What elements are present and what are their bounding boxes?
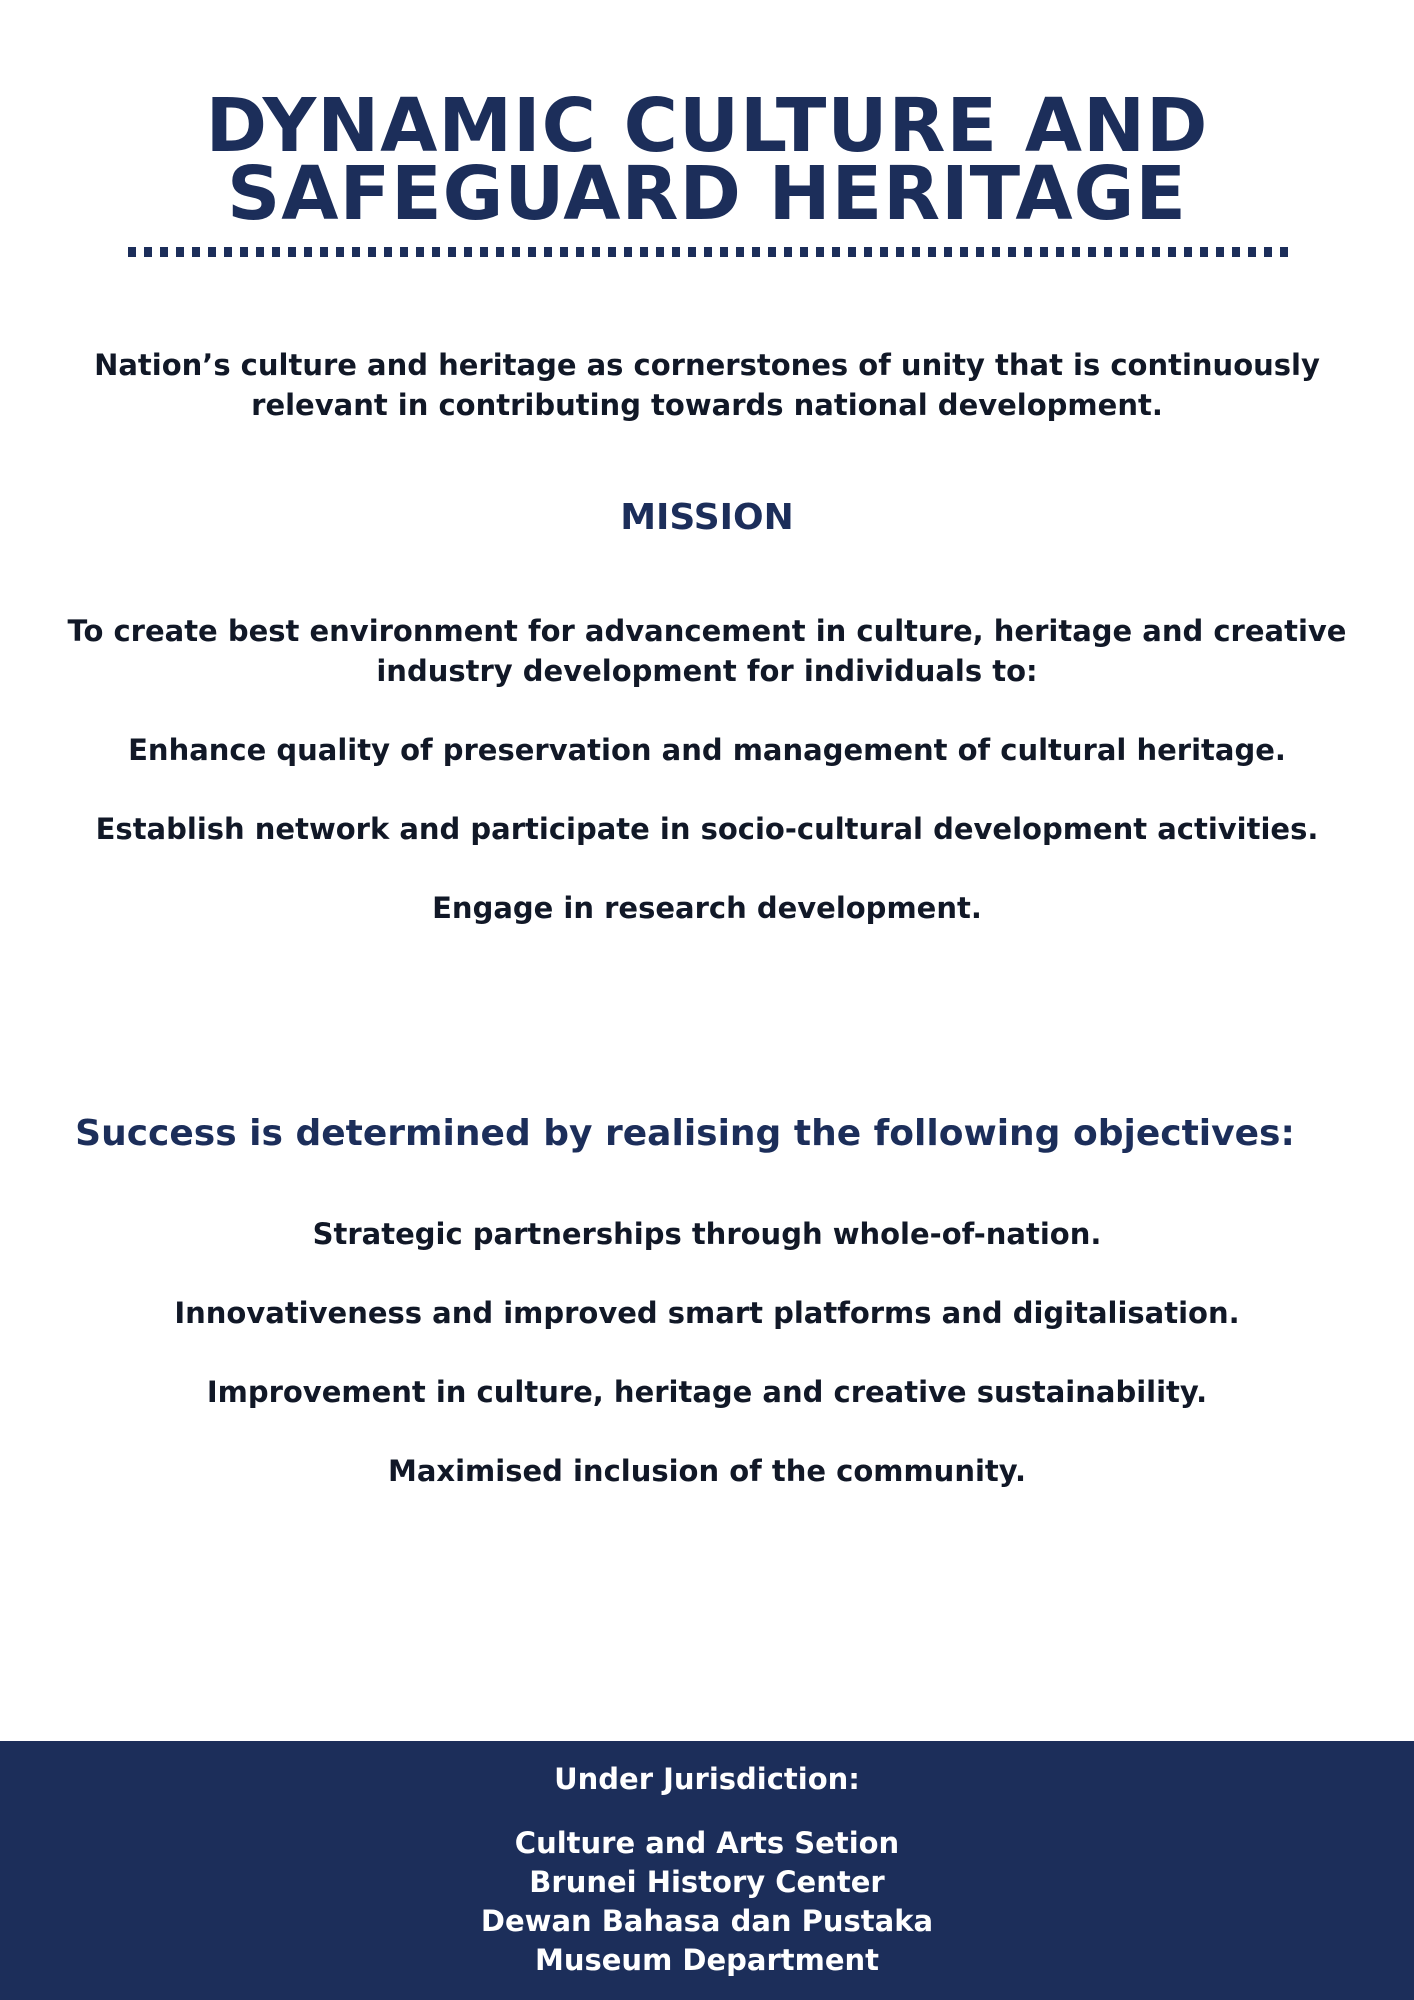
jurisdiction-item: Museum Department [534, 1943, 880, 1977]
title-line-2: SAFEGUARD HERITAGE [227, 151, 1187, 237]
mission-item: Engage in research development. [432, 891, 982, 925]
objective-item: Improvement in culture, heritage and creative sustainability. [206, 1375, 1208, 1409]
page-title [0, 83, 1414, 237]
mission-item: Enhance quality of preservation and management of cultural heritage. [128, 733, 1286, 767]
vision-statement: Nation’s culture and heritage as cornerstones of unity that is continuously relevant in contributing towards national development. [94, 348, 1320, 422]
objectives-list [0, 1214, 1414, 1530]
jurisdiction-item: Brunei History Center [529, 1865, 885, 1899]
jurisdiction-list [0, 1824, 1414, 1980]
objective-item: Maximised inclusion of the community. [387, 1454, 1027, 1488]
jurisdiction-footer [0, 1741, 1414, 2000]
mission-intro: To create best environment for advancement in culture, heritage and creative industry development for individuals to: [67, 614, 1347, 688]
objective-item: Innovativeness and improved smart platforms and digitalisation. [174, 1296, 1240, 1330]
mission-item: Establish network and participate in socio-cultural development activities. [95, 812, 1319, 846]
objectives-heading: Success is determined by realising the following objectives: [75, 1113, 1295, 1154]
mission-list [0, 730, 1414, 967]
jurisdiction-item: Dewan Bahasa dan Pustaka [480, 1904, 934, 1938]
dotted-divider [128, 247, 1296, 257]
jurisdiction-item: Culture and Arts Setion [514, 1826, 900, 1860]
objective-item: Strategic partnerships through whole-of-nation. [312, 1217, 1102, 1251]
footer-heading: Under Jurisdiction: [554, 1762, 860, 1796]
mission-heading: MISSION [620, 497, 794, 538]
title-line-1: DYNAMIC CULTURE AND [205, 83, 1209, 169]
